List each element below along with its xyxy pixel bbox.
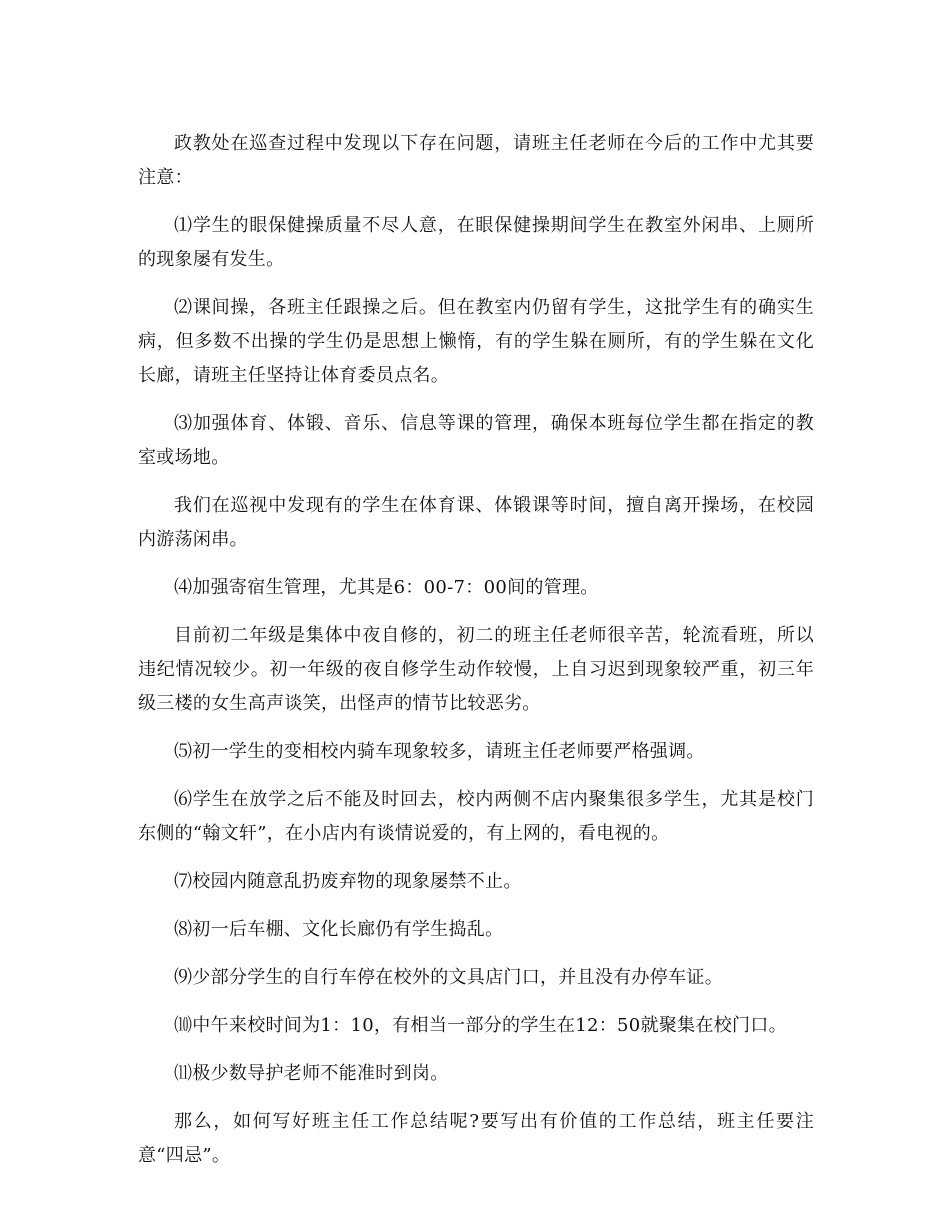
paragraph-item-5: ⑸初一学生的变相校内骑车现象较多，请班主任老师要严格强调。 bbox=[174, 741, 705, 762]
paragraph-item-2: ⑵课间操，各班主任跟操之后。但在教室内仍留有学生，这批学生有的确实生病，但多数不出操的学生仍是思想上懒惰，有的学生躲在厕所，有的学生躲在文化长廊，请班主任坚持让体育委员点名。 bbox=[138, 297, 814, 386]
paragraph-item-4: ⑷加强寄宿生管理，尤其是6：00-7：00间的管理。 bbox=[174, 577, 599, 598]
paragraph-note-patrol: 我们在巡视中发现有的学生在体育课、体锻课等时间，擅自离开操场，在校园内游荡闲串。 bbox=[138, 495, 814, 550]
paragraph-item-8: ⑻初一后车棚、文化长廊仍有学生捣乱。 bbox=[174, 919, 504, 940]
paragraph-intro: 政教处在巡查过程中发现以下存在问题，请班主任老师在今后的工作中尤其要注意： bbox=[138, 133, 814, 188]
paragraph-item-9: ⑼少部分学生的自行车停在校外的文具店门口，并且没有办停车证。 bbox=[174, 967, 723, 988]
paragraph-item-11: ⑾极少数导护老师不能准时到岗。 bbox=[174, 1063, 449, 1084]
paragraph-closing: 那么，如何写好班主任工作总结呢?要写出有价值的工作总结，班主任要注意“四忌”。 bbox=[138, 1111, 814, 1166]
paragraph-item-6: ⑹学生在放学之后不能及时回去，校内两侧不店内聚集很多学生，尤其是校门东侧的“翰文轩”，在小店内有谈情说爱的，有上网的，看电视的。 bbox=[138, 789, 814, 844]
paragraph-item-10: ⑽中午来校时间为1：10，有相当一部分的学生在12：50就聚集在校门口。 bbox=[174, 1015, 787, 1036]
paragraph-item-7: ⑺校园内随意乱扔废弃物的现象屡禁不止。 bbox=[174, 871, 522, 892]
paragraph-note-evening-study: 目前初二年级是集体中夜自修的，初二的班主任老师很辛苦，轮流看班，所以违纪情况较少。初一年级的夜自修学生动作较慢，上自习迟到现象较严重，初三年级三楼的女生高声谈笑，出怪声的情节比较恶劣。 bbox=[138, 625, 814, 714]
paragraph-item-3: ⑶加强体育、体锻、音乐、信息等课的管理，确保本班每位学生都在指定的教室或场地。 bbox=[138, 413, 814, 468]
paragraph-item-1: ⑴学生的眼保健操质量不尽人意，在眼保健操期间学生在教室外闲串、上厕所的现象屡有发生。 bbox=[138, 215, 814, 270]
document-body bbox=[138, 127, 814, 1187]
